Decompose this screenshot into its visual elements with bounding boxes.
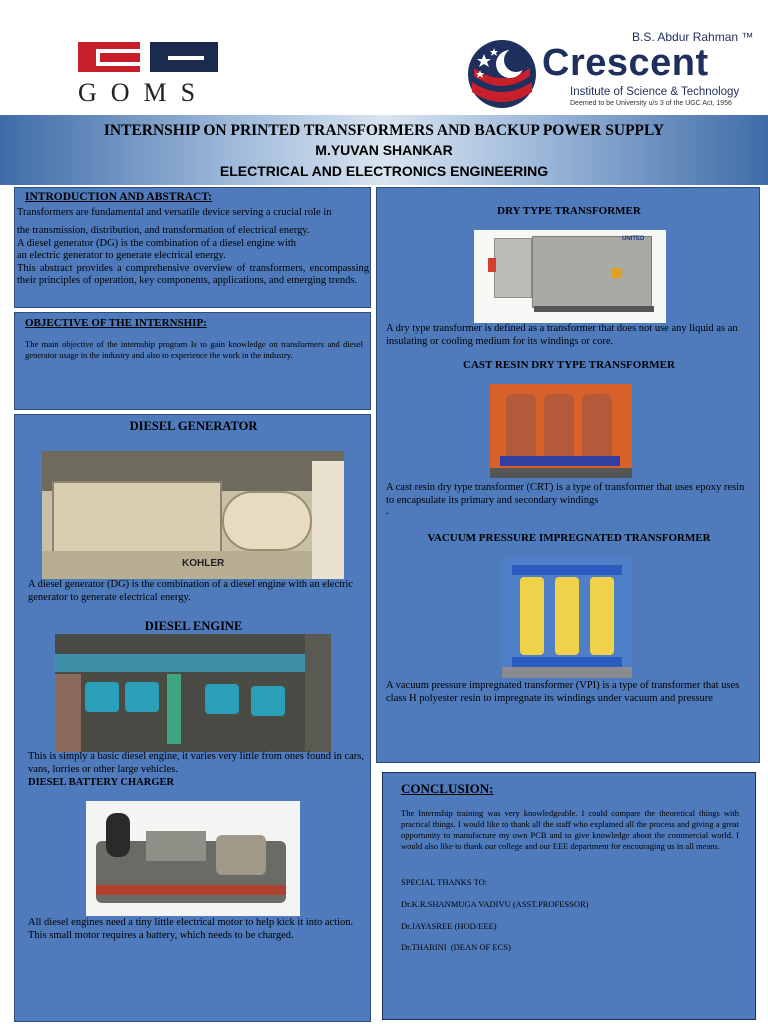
author-name: M.YUVAN SHANKAR xyxy=(315,142,453,158)
goms-logo-text: GOMS xyxy=(78,78,210,107)
diesel-engine-heading: DIESEL ENGINE xyxy=(144,619,243,633)
crescent-logo xyxy=(462,28,762,110)
united-label: UNITED xyxy=(622,236,645,242)
goms-logo-mark xyxy=(78,42,218,72)
diesel-engine-image xyxy=(55,634,331,752)
objective-text: The main objective of the internship program Is to gain knowledge on transformers and diesel generator usage in the industry and also to experience the work in the industry. xyxy=(25,339,363,360)
intro-panel xyxy=(14,187,371,308)
cast-resin-transformer-image xyxy=(490,384,632,478)
intro-abstract: This abstract provides a comprehensive overview of transformers, encompassing their principles of operation, key components, applications, and emerging trends. xyxy=(17,263,369,286)
cast-resin-text: A cast resin dry type transformer (CRT) is a type of transformer that uses epoxy resin to encapsulate its primary and secondary windings xyxy=(386,482,745,506)
battery-charger-text: All diesel engines need a tiny little electrical motor to help kick it into action. This small motor requires a battery, which needs to be charged. xyxy=(28,917,354,941)
intro-line-3: A diesel generator (DG) is the combination of a diesel engine with xyxy=(17,238,297,249)
transformer-panel xyxy=(376,187,760,763)
intro-heading: INTRODUCTION AND ABSTRACT: xyxy=(25,191,213,203)
cast-resin-heading: CAST RESIN DRY TYPE TRANSFORMER xyxy=(463,359,675,371)
vpi-heading: VACUUM PRESSURE IMPREGNATED TRANSFORMER xyxy=(427,532,711,544)
title-band xyxy=(0,115,768,185)
poster-header xyxy=(0,0,768,115)
objective-panel xyxy=(14,312,371,410)
diesel-generator-text: A diesel generator (DG) is the combination of a diesel engine with an electric generator to generate electrical energy. xyxy=(28,579,354,603)
crescent-founder-name: B.S. Abdur Rahman ™ xyxy=(632,30,754,44)
dry-type-text: A dry type transformer is defined as a transformer that does not use any liquid as an insulating or cooling medium for its windings or core. xyxy=(386,323,738,347)
intro-line-4: an electric generator to generate electrical energy. xyxy=(17,250,226,261)
crescent-emblem-icon xyxy=(466,38,538,110)
diesel-generator-image xyxy=(42,451,344,579)
department-name: ELECTRICAL AND ELECTRONICS ENGINEERING xyxy=(219,163,549,179)
intro-line-2: the transmission, distribution, and transformation of electrical energy. xyxy=(17,225,310,236)
special-thanks-heading: SPECIAL THANKS TO: xyxy=(401,877,488,887)
dry-type-transformer-image xyxy=(474,230,666,323)
conclusion-text: The Internship training was very knowledgeable. I could compare the theoretical things with practical things. I would like to thank all the staff who explained all the process and giving a great opportunity to manufacture my own PCB and to give knowledge about the commercial world. I would also like to thank our college and our EEE department for encouraging us in all means. xyxy=(401,808,739,851)
thanks-item: Dr.JAYASREE (HOD/EEE) xyxy=(401,921,497,931)
diesel-engine-text: This is simply a basic diesel engine, it varies very little from ones found in cars, vans, lorries or other large vehicles. xyxy=(28,751,364,775)
generator-panel xyxy=(14,414,371,1022)
goms-logo-h-shape xyxy=(168,49,204,66)
crescent-deemed-note: Deemed to be University u/s 3 of the UGC Act, 1956 xyxy=(570,100,732,107)
crescent-name: Crescent xyxy=(542,42,709,84)
intro-line-1: Transformers are fundamental and versatile device serving a crucial role in xyxy=(17,207,332,218)
battery-charger-heading: DIESEL BATTERY CHARGER xyxy=(28,777,175,788)
thanks-item: Dr.THARINI (DEAN OF ECS) xyxy=(401,942,511,952)
conclusion-panel xyxy=(382,772,756,1020)
diesel-generator-heading: DIESEL GENERATOR xyxy=(129,419,258,433)
vpi-text: A vacuum pressure impregnated transformer (VPI) is a type of transformer that uses class H polyester resin to impregnate its windings under vacuum and pressure xyxy=(386,680,740,704)
crescent-subtitle: Institute of Science & Technology xyxy=(570,86,740,98)
kohler-label: KOHLER xyxy=(182,558,225,569)
poster-title: INTERNSHIP ON PRINTED TRANSFORMERS AND BACKUP POWER SUPPLY xyxy=(103,122,665,139)
thanks-item: Dr.K.R.SHANMUGA VADIVU (ASST.PROFESSOR) xyxy=(401,899,589,909)
vpi-transformer-image xyxy=(502,557,632,678)
cast-resin-trailing-dot: . xyxy=(386,506,389,517)
goms-logo xyxy=(40,38,250,108)
dry-type-heading: DRY TYPE TRANSFORMER xyxy=(497,205,641,217)
objective-heading: OBJECTIVE OF THE INTERNSHIP: xyxy=(25,317,207,329)
battery-charger-image xyxy=(86,801,300,916)
goms-logo-g-shape xyxy=(96,49,142,66)
conclusion-heading: CONCLUSION: xyxy=(401,781,494,796)
